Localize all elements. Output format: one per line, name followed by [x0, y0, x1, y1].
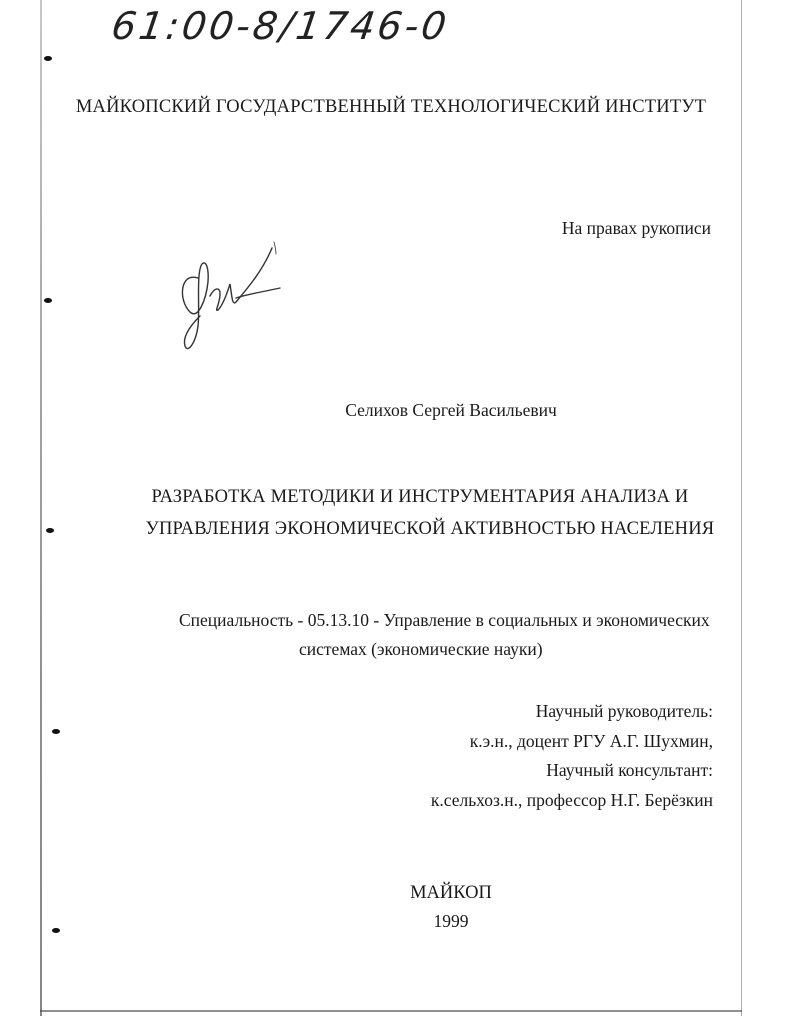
punch-hole-mark [46, 528, 54, 533]
archive-code: 61:00-8/1746-0 [108, 4, 452, 48]
punch-hole-mark [44, 298, 52, 303]
scan-edge-bottom [40, 1010, 742, 1012]
punch-hole-mark [52, 729, 60, 734]
scan-edge-right [741, 0, 742, 1016]
institute-name: МАЙКОПСКИЙ ГОСУДАРСТВЕННЫЙ ТЕХНОЛОГИЧЕСКИЙ ИНСТИТУТ [75, 97, 707, 117]
signature [176, 238, 286, 356]
specialty-line-1: Специальность - 05.13.10 - Управление в социальных и экономических [179, 610, 710, 630]
manuscript-note: На правах рукописи [561, 218, 711, 238]
thesis-title-line-1: РАЗРАБОТКА МЕТОДИКИ И ИНСТРУМЕНТАРИЯ АНАЛИЗА И [151, 487, 689, 507]
author-name: Селихов Сергей Васильевич [345, 400, 557, 420]
city: МАЙКОП [410, 883, 492, 903]
thesis-title-line-2: УПРАВЛЕНИЯ ЭКОНОМИЧЕСКОЙ АКТИВНОСТЬЮ НАСЕЛЕНИЯ [145, 519, 715, 539]
scan-edge-left [40, 0, 42, 1016]
consultant-label: Научный консультант: [546, 760, 713, 780]
punch-hole-mark [52, 928, 60, 933]
supervisor-name: к.э.н., доцент РГУ А.Г. Шухмин, [469, 731, 713, 751]
specialty-line-2: системах (экономические науки) [299, 639, 543, 659]
punch-hole-mark [44, 56, 52, 61]
supervisor-label: Научный руководитель: [535, 701, 713, 721]
year: 1999 [433, 911, 469, 931]
consultant-name: к.сельхоз.н., профессор Н.Г. Берёзкин [430, 790, 713, 810]
